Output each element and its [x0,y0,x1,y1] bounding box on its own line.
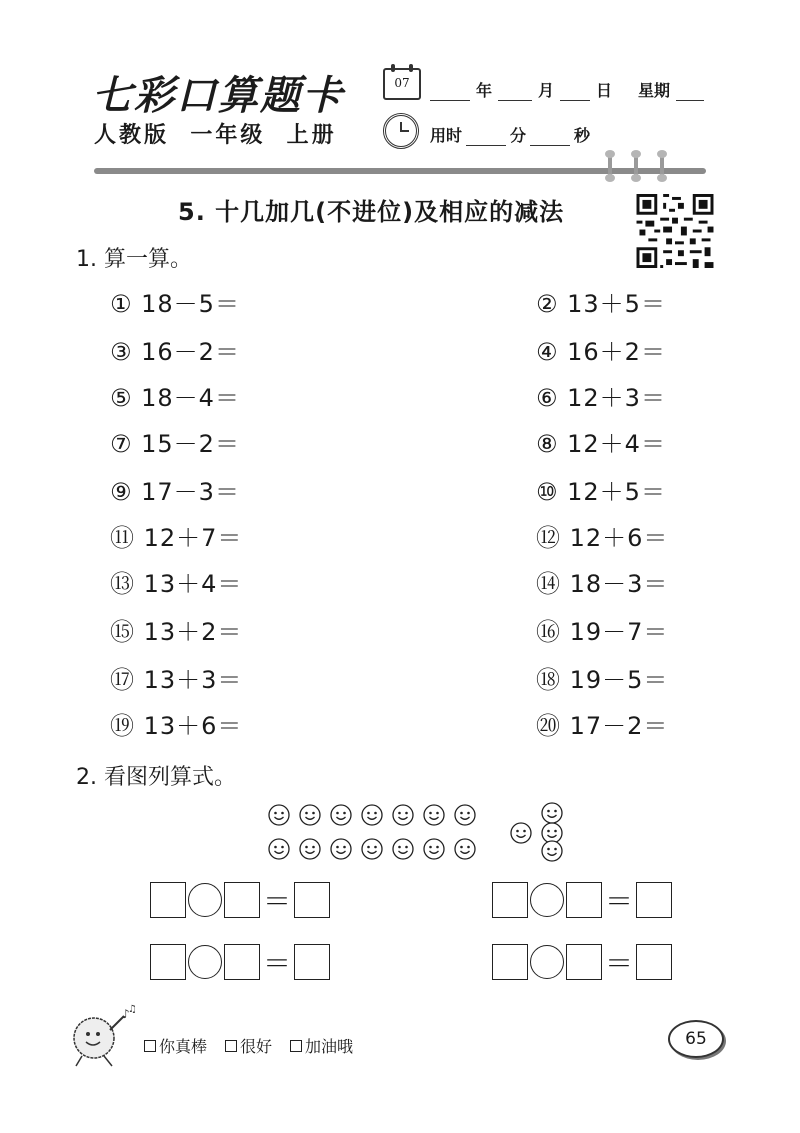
exercise-item: ⑳ 17－2＝ [536,712,669,740]
self-rating [144,1034,353,1057]
exercise-item: ⑧ 12＋4＝ [536,430,666,458]
exercise-item: ⑭ 18－3＝ [536,570,669,598]
smiley-face-icon [299,838,321,860]
rating-label: 你真棒 [159,1037,208,1056]
smiley-face-icon [361,804,383,826]
answer-box[interactable] [566,944,602,980]
smiley-face-icon [330,838,352,860]
smiley-face-icon [541,802,563,824]
rating-option[interactable] [144,1034,207,1057]
clock-icon [383,113,419,149]
rating-option[interactable] [225,1034,272,1057]
edition-subtitle: 人教版 一年级 上册 [94,123,337,148]
smiley-face-icon [268,838,290,860]
seconds-label: 秒 [574,126,591,145]
answer-box[interactable] [294,882,330,918]
answer-box[interactable] [224,944,260,980]
minutes-blank[interactable] [466,129,506,146]
day-blank[interactable] [560,84,590,101]
day-label: 日 [596,81,613,100]
smiley-face-icon [299,804,321,826]
page-number: 65 [668,1020,724,1058]
exercise-item: ② 13＋5＝ [536,290,666,318]
rating-checkbox[interactable] [225,1040,237,1052]
answer-box[interactable] [636,944,672,980]
equation-row [492,880,672,920]
rating-checkbox[interactable] [290,1040,302,1052]
minutes-label: 分 [510,126,527,145]
equals-sign: ＝ [604,947,633,980]
smiley-face-icon [392,838,414,860]
smiley-face-icon [330,804,352,826]
equation-row [492,942,672,982]
svg-text:♪: ♪ [122,1007,130,1021]
answer-box[interactable] [492,882,528,918]
smiley-face-icon [454,804,476,826]
operator-circle[interactable] [188,883,222,917]
smiley-face-icon [361,838,383,860]
rating-option[interactable] [290,1034,353,1057]
exercise-item: ⑰ 13＋3＝ [110,666,243,694]
exercise-item: ④ 16＋2＝ [536,338,666,366]
answer-box[interactable] [294,944,330,980]
smiley-face-icon [541,840,563,862]
month-blank[interactable] [498,84,532,101]
time-used-line [430,123,590,146]
equals-sign: ＝ [262,947,291,980]
answer-box[interactable] [566,882,602,918]
logo-title: 七彩口算题卡 [92,72,344,119]
equals-sign: ＝ [262,885,291,918]
rating-checkbox[interactable] [144,1040,156,1052]
rating-label: 加油哦 [305,1037,354,1056]
exercise-item: ⑩ 12＋5＝ [536,478,666,506]
mascot-illustration-icon [64,1004,138,1070]
answer-box[interactable] [492,944,528,980]
exercise-item: ⑲ 13＋6＝ [110,712,243,740]
header-divider [94,168,706,174]
exercise-item: ⑮ 13＋2＝ [110,618,243,646]
equation-row [150,880,330,920]
binder-ring [634,154,638,178]
exercise-item: ⑤ 18－4＝ [110,384,240,412]
binder-ring [660,154,664,178]
rating-label: 很好 [240,1037,273,1056]
time-used-label: 用时 [430,126,463,145]
weekday-blank[interactable] [676,84,704,101]
exercise-item: ⑥ 12＋3＝ [536,384,666,412]
smiley-face-icon [392,804,414,826]
smiley-face-icon [510,822,532,844]
question-1-heading: 1. 算一算。 [76,247,192,272]
operator-circle[interactable] [530,945,564,979]
smiley-face-icon [268,804,290,826]
year-label: 年 [476,81,493,100]
weekday-label: 星期 [638,81,671,100]
exercise-item: ⑫ 12＋6＝ [536,524,669,552]
qr-code-icon [636,194,714,268]
question-2-heading: 2. 看图列算式。 [76,765,236,790]
exercise-item: ⑯ 19－7＝ [536,618,669,646]
exercise-item: ⑦ 15－2＝ [110,430,240,458]
exercise-item: ⑱ 19－5＝ [536,666,669,694]
date-fill-line [430,78,704,101]
calendar-icon [383,68,421,100]
equals-sign: ＝ [604,885,633,918]
answer-box[interactable] [150,882,186,918]
answer-box[interactable] [150,944,186,980]
year-blank[interactable] [430,84,470,101]
seconds-blank[interactable] [530,129,570,146]
equation-row [150,942,330,982]
smiley-face-icon [423,838,445,860]
operator-circle[interactable] [530,883,564,917]
calendar-icon-number: 07 [394,76,410,90]
smiley-face-icon [454,838,476,860]
answer-box[interactable] [636,882,672,918]
svg-text:♫: ♫ [128,1004,137,1015]
lesson-title: 5. 十几加几(不进位)及相应的减法 [178,198,565,226]
exercise-item: ⑨ 17－3＝ [110,478,240,506]
exercise-item: ③ 16－2＝ [110,338,240,366]
month-label: 月 [538,81,555,100]
binder-ring [608,154,612,178]
exercise-item: ① 18－5＝ [110,290,240,318]
exercise-item: ⑪ 12＋7＝ [110,524,243,552]
smiley-face-icon [423,804,445,826]
operator-circle[interactable] [188,945,222,979]
answer-box[interactable] [224,882,260,918]
exercise-item: ⑬ 13＋4＝ [110,570,243,598]
